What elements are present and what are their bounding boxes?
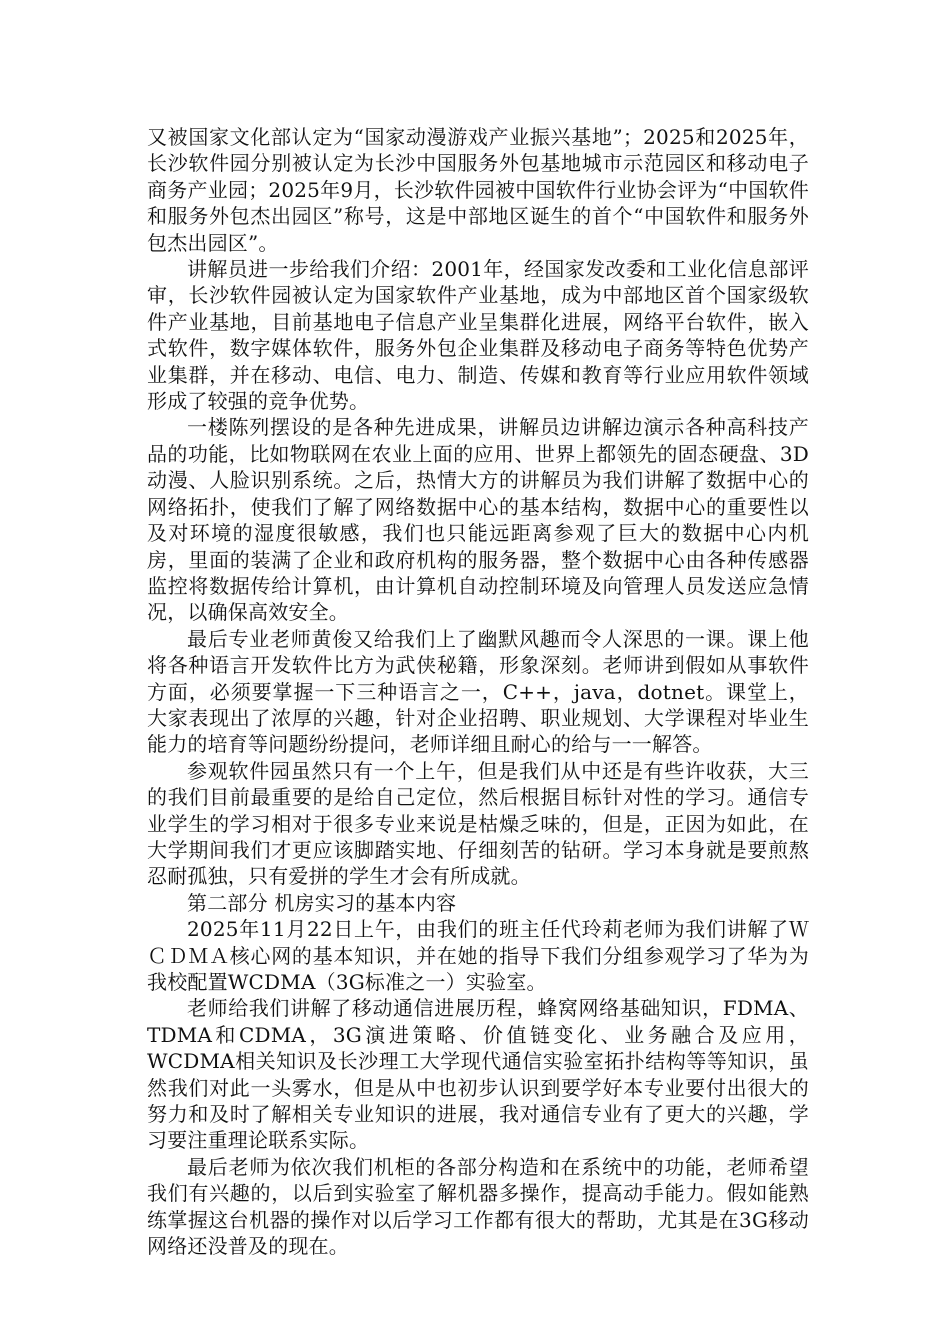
paragraph-cabinet: 最后老师为依次我们机柜的各部分构造和在系统中的功能，老师希望我们有兴趣的，以后到实验室了解机器多操作，提高动手能力。假如能熟练掌握这台机器的操作对以后学习工作都有很大的帮助，尤其是在3G移动网络还没普及的现在。 [147, 1154, 809, 1259]
paragraph-exhibition-hall: 一楼陈列摆设的是各种先进成果，讲解员边讲解边演示各种高科技产品的功能，比如物联网在农业上面的应用、世界上都领先的固态硬盘、3D动漫、人脸识别系统。之后，热情大方的讲解员为我们讲解了数据中心的网络拓扑，使我们了解了网络数据中心的基本结构，数据中心的重要性以及对环境的湿度很敏感，我们也只能远距离参观了巨大的数据中心内机房，里面的装满了企业和政府机构的服务器，整个数据中心由各种传感器监控将数据传给计算机，由计算机自动控制环境及向管理人员发送应急情况，以确保高效安全。 [147, 415, 809, 625]
paragraph-lecture: 最后专业老师黄俊又给我们上了幽默风趣而令人深思的一课。课上他将各种语言开发软件比方为武侠秘籍，形象深刻。老师讲到假如从事软件方面，必须要掌握一下三种语言之一，C++，java，dotnet。课堂上，大家表现出了浓厚的兴趣，针对企业招聘、职业规划、大学课程对毕业生能力的培育等问题纷纷提问，老师详细且耐心的给与一一解答。 [147, 626, 809, 757]
paragraph-continuation: 又被国家文化部认定为“国家动漫游戏产业振兴基地”；2025和2025年，长沙软件园分别被认定为长沙中国服务外包基地城市示范园区和移动电子商务产业园；2025年9月，长沙软件园被中国软件行业协会评为“中国软件和服务外包杰出园区”称号，这是中部地区诞生的首个“中国软件和服务外包杰出园区”。 [147, 125, 809, 255]
paragraph-guide-introduction: 讲解员进一步给我们介绍：2001年，经国家发改委和工业化信息部评审，长沙软件园被认定为国家软件产业基地，成为中部地区首个国家级软件产业基地，目前基地电子信息产业呈集群化进展，网络平台软件，嵌入式软件，数字媒体软件，服务外包企业集群及移动电子商务等特色优势产业集群，并在移动、电信、电力、制造、传媒和教育等行业应用软件领域形成了较强的竞争优势。 [147, 257, 809, 414]
section-heading: 第二部分 机房实习的基本内容 [187, 890, 457, 915]
paragraph-lab-lecture: 老师给我们讲解了移动通信进展历程，蜂窝网络基础知识，FDMA、TDMA和CDMA，3G演进策略、价值链变化、业务融合及应用，WCDMA相关知识及长沙理工大学现代通信实验室拓扑结构等等知识，虽然我们对此一头雾水，但是从中也初步认识到要学好本专业要付出很大的努力和及时了解相关专业知识的进展，我对通信专业有了更大的兴趣，学习要注重理论联系实际。 [147, 996, 809, 1153]
paragraph-reflection: 参观软件园虽然只有一个上午，但是我们从中还是有些许收获，大三的我们目前最重要的是给自己定位，然后根据目标针对性的学习。通信专业学生的学习相对于很多专业来说是枯燥乏味的，但是，正因为如此，在大学期间我们才更应该脚踏实地、仔细刻苦的钻研。学习本身就是要煎熬忍耐孤独，只有爱拼的学生才会有所成就。 [147, 758, 809, 889]
document-body [147, 124, 809, 1259]
paragraph-lab-visit: 2025年11月22日上午，由我们的班主任代玲莉老师为我们讲解了ＷＣＤＭＡ核心网的基本知识，并在她的指导下我们分组参观学习了华为为我校配置WCDMA（3G标准之一）实验室。 [147, 917, 809, 994]
